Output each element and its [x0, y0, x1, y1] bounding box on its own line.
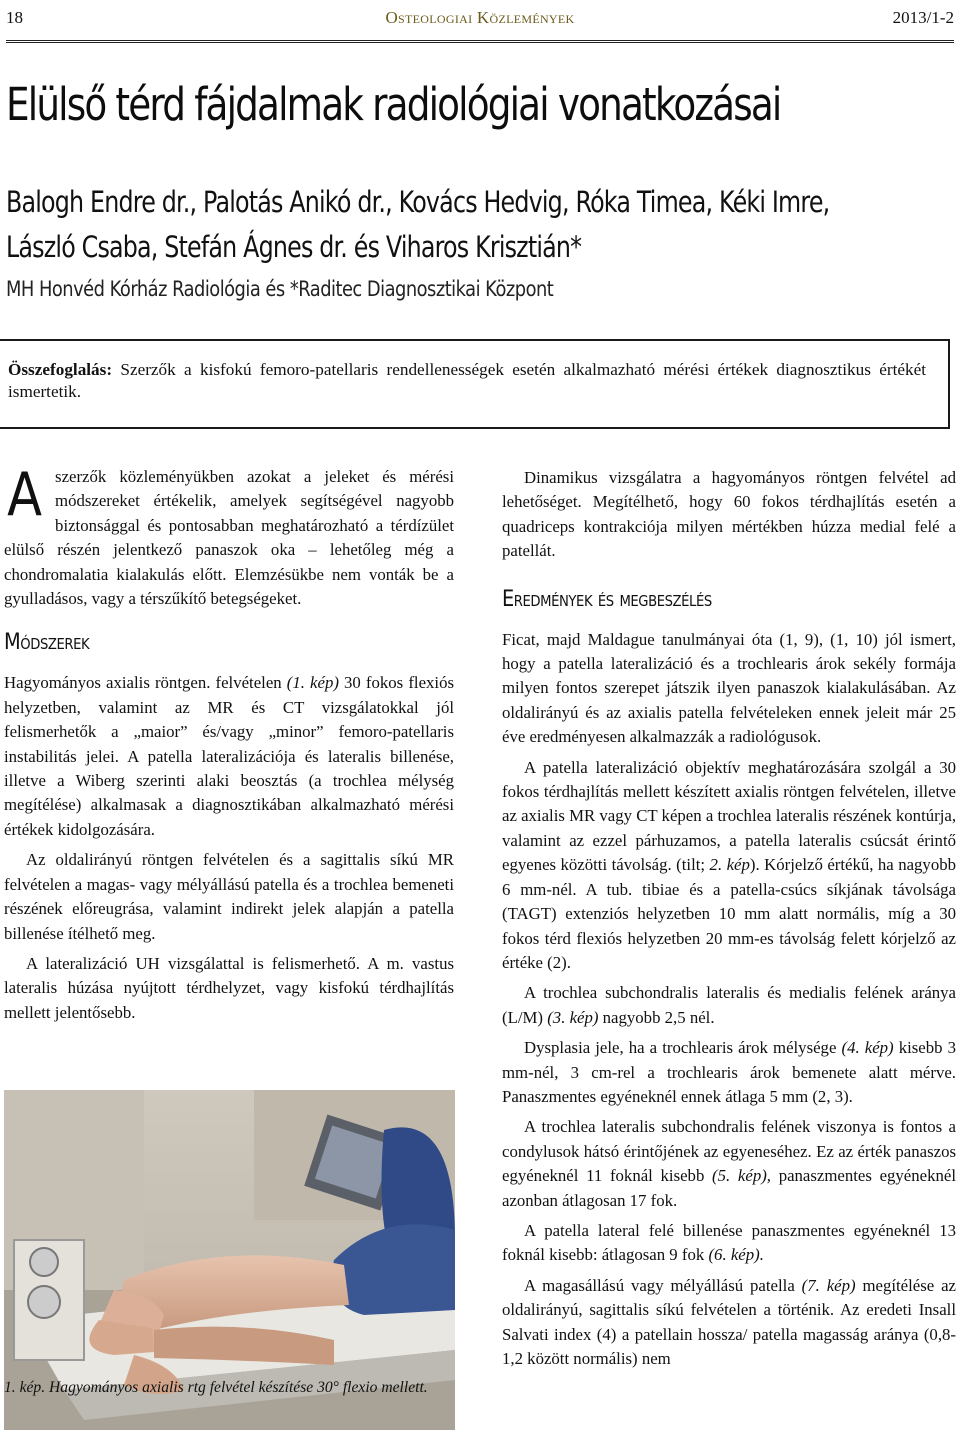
- figure-reference: (3. kép): [547, 1007, 599, 1027]
- text-run: A patella lateral felé billenése panaszmentes egyéneknél 13 foknál kisebb: átlagosan 9 fok: [502, 1220, 956, 1265]
- results-paragraph-1: Ficat, majd Maldague tanulmányai óta (1, 9), (1, 10) jól ismert, hogy a patella lateralizáció és a trochlearis árok sekély formája milyen fontos szerepet játszik ilyen panaszok kialakulásában. Az oldalirányú és az axialis patella felvételeken ennek jeleit már 25 éve eredményesen alkalmazzák a radiológusok.: [502, 629, 956, 747]
- results-paragraph-7: [502, 1274, 956, 1372]
- figure-reference: 2. kép: [709, 855, 750, 875]
- text-run: A magasállású vagy mélyállású patella: [524, 1275, 802, 1295]
- dynamic-paragraph: Dinamikus vizsgálatra a hagyományos röntgen felvétel ad lehetőséget. Megítélhető, hogy 60 fokos térdhajlítás esetén a quadriceps kontrakciója milyen mértékben húzza medial felé a patellát.: [502, 468, 956, 561]
- results-paragraph-3: [502, 981, 956, 1030]
- abstract-box: [0, 339, 950, 429]
- text-run: A patella lateralizáció objektív meghatározására szolgál a 30 fokos térdhajlítás mellett készített axialis röntgen felvételen, illetve az axialis MR vagy CT képen a trochlea lateralis részének kontúrja, valamint az ezzel párhuzamos, a patella lateralis csúcsát érintő egyenes közötti távolság. (tilt;: [502, 757, 957, 875]
- text-run: 30 fokos flexiós helyzetben, valamint az MR és CT vizsgálatokkal jól felismerhetők a „maior” és/vagy „minor” femoro-patellaris instabilitás jelei. A patella lateralizációja és lateralis billenése, illetve a Wiberg szerinti alaki beosztás (a trochlea mélység megítélése) alkalmasak a diagnosztikában alkalmazható mérési értékek kidolgozására.: [4, 673, 454, 839]
- methods-paragraph-3: A lateralizáció UH vizsgálattal is felismerhető. A m. vastus lateralis húzása nyújtott térdhelyzet, vagy kisfokú térdhajlítás mellett jelentősebb.: [4, 953, 454, 1022]
- left-column: [4, 460, 454, 1031]
- author-line: Balogh Endre dr., Palotás Anikó dr., Kovács Hedvig, Róka Timea, Kéki Imre,: [6, 185, 830, 219]
- results-paragraph-2: [502, 756, 956, 976]
- text-run: Hagyományos axialis röntgen. felvételen: [4, 673, 287, 693]
- results-paragraph-4: [502, 1036, 956, 1109]
- results-paragraph-6: [502, 1219, 956, 1268]
- figure-reference: (7. kép): [801, 1275, 856, 1295]
- figure-reference: (1. kép): [286, 673, 339, 693]
- running-header: [6, 8, 954, 32]
- section-title-methods: Módszerek: [4, 630, 90, 656]
- text-run: ). Kórjelző értékű, ha nagyobb 6 mm-nél. A tub. tibiae és a patella-csúcs síkjának távolsága (TAGT) extenziós helyzetben 10 mm alatt normális, míg a 30 fokos térd flexiós helyzetben 20 mm-es távolság felett kórjelző az értéke (2).: [502, 855, 956, 972]
- results-paragraph-5: [502, 1115, 956, 1213]
- abstract-label: Összefoglalás:: [8, 360, 113, 379]
- text-run: kisebb 3 mm-nél, 3 cm-rel a trochlearis árok bemenete alatt mérve. Panaszmentes egyéneknél ennek átlaga 5 mm (2, 3).: [502, 1038, 956, 1106]
- section-title-results: Eredmények és megbeszélés: [502, 586, 712, 612]
- text-run: Dysplasia jele, ha a trochlearis árok mélysége: [524, 1038, 842, 1058]
- affiliation: MH Honvéd Kórház Radiológia és *Raditec Diagnosztikai Központ: [6, 277, 554, 301]
- issue-number: 2013/1-2: [892, 8, 954, 27]
- figure-reference: (5. kép),: [712, 1166, 771, 1186]
- intro-paragraph: [4, 460, 454, 611]
- figure-1-caption: 1. kép. Hagyományos axialis rtg felvétel készítése 30° flexio mellett.: [4, 1379, 428, 1396]
- page-number: 18: [6, 8, 23, 27]
- text-run: A trochlea lateralis subchondralis felének viszonya is fontos a condylusok hátsó érintőjének az egyeneséhez. Ez az érték panaszos egyéneknél 11 foknál kisebb: [502, 1117, 956, 1186]
- methods-paragraph-2: Az oldalirányú röntgen felvételen és a sagittalis síkú MR felvételen a magas- vagy mélyállású patella és a trochlea bemeneti részének előreugrása, valamint indirekt jelek alapján a patella billenése ítélhető meg.: [4, 850, 454, 943]
- intro-text: szerzők közleményükben azokat a jeleket és mérési módszereket értékelik, amelyek segítségével nagyobb biztonsággal és pontosabban meghatározható a térdízület elülső részén jelentkező panaszok oka – lehetőleg még a chondromalatia kialakulás előtt. Elemzésükbe nem vonták be a gyulladásos, vagy a térszűkítő betegségeket.: [4, 467, 454, 609]
- text-run: panaszmentes egyéneknél azonban átlagosan 17 fok.: [502, 1166, 956, 1210]
- abstract-text: Szerzők a kisfokú femoro-patellaris rendellenességek esetén alkalmazható mérési értékek diagnosztikus értékét ismertetik.: [8, 360, 926, 401]
- text-run: nagyobb 2,5 nél.: [598, 1007, 715, 1027]
- text-run: megítélése az oldalirányú, sagittalis síkú felvételen a történik. Az eredeti Insall Salvati index (4) a patellain hossza/ patella magasság aránya (0,8-1,2 között normális) nem: [502, 1275, 956, 1368]
- figure-reference: (4. kép): [841, 1038, 894, 1058]
- right-column: [502, 466, 956, 1377]
- journal-name: Osteologiai Közlemények: [385, 8, 575, 27]
- header-rule: [6, 40, 954, 45]
- author-line: László Csaba, Stefán Ágnes dr. és Viharos Krisztián*: [6, 230, 582, 264]
- figure-reference: (6. kép).: [708, 1245, 764, 1265]
- methods-paragraph-1: [4, 671, 454, 842]
- text-run: A trochlea subchondralis lateralis és medialis felének aránya (L/M): [502, 983, 956, 1027]
- author-list: [6, 180, 829, 270]
- drop-cap: A: [7, 460, 42, 530]
- article-title: Elülső térd fájdalmak radiológiai vonatkozásai: [6, 78, 781, 131]
